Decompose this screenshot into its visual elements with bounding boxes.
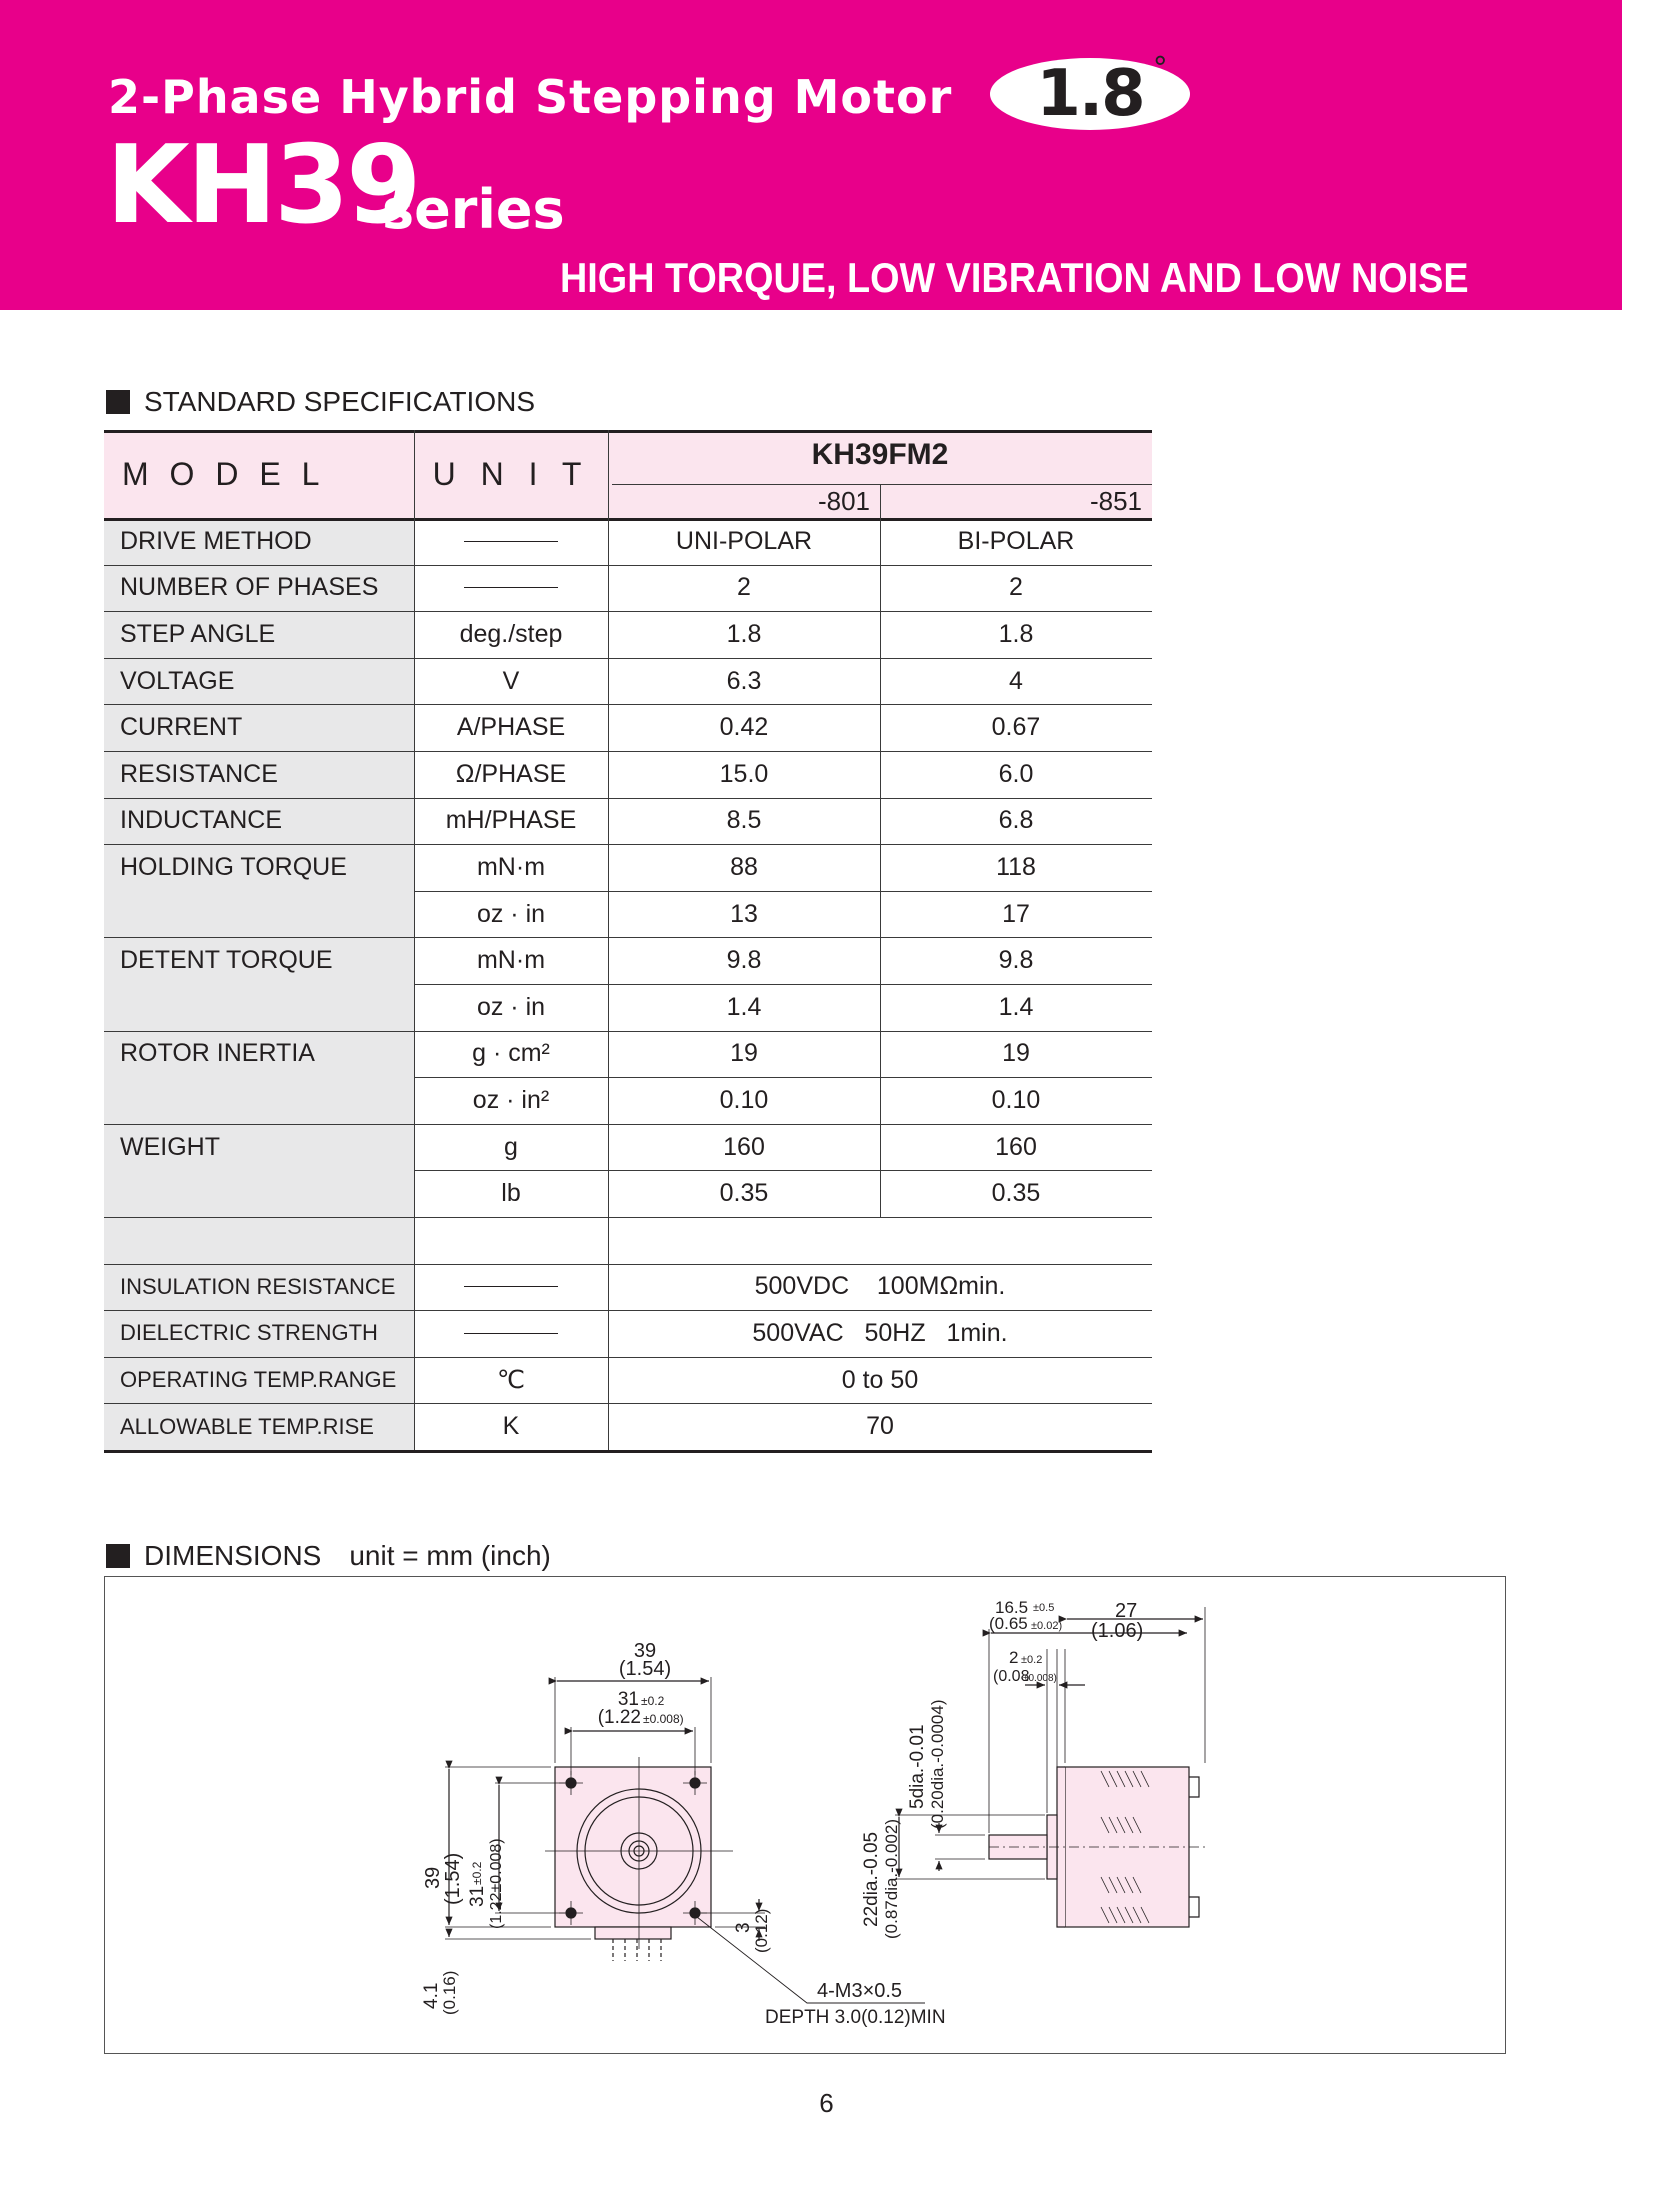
spec-label: ALLOWABLE TEMP.RISE [120,1413,374,1439]
spec-label: VOLTAGE [120,666,235,695]
spec-unit: lb [501,1179,521,1208]
square-bullet-icon [106,1544,130,1568]
spec-label: DRIVE METHOD [120,526,312,555]
spec-label: RESISTANCE [120,759,278,788]
dash-line [464,1286,558,1287]
dim-body-len-mm: 27 [1115,1600,1138,1622]
spec-label: DIELECTRIC STRENGTH [120,1320,378,1346]
variant-801-header: -801 [817,485,870,516]
spec-value-851: 19 [1002,1039,1030,1068]
dim-shaft-len-in-tol: ±0.02) [1031,1620,1063,1632]
spec-common-value: 500VAC 50HZ 1min. [752,1318,1008,1347]
product-title: 2-Phase Hybrid Stepping Motor [108,70,953,124]
variant-851-header: -851 [1089,485,1142,516]
spec-value-851: 6.0 [998,759,1034,788]
spec-unit: A/PHASE [456,713,566,742]
dim-width-mm: 39 [633,1640,657,1662]
spec-common-value: 0 to 50 [841,1365,919,1394]
spec-unit: ℃ [496,1366,526,1395]
spec-label: INSULATION RESISTANCE [120,1273,396,1299]
unit-note: unit = mm (inch) [349,1540,551,1571]
model-name: KH39 [106,123,419,248]
spec-value-801: 0.10 [719,1085,769,1114]
spec-value-801: 1.8 [726,619,762,648]
spec-value-851: 0.35 [991,1179,1041,1208]
dim-bottom-mm: 4.1 [421,1982,442,2009]
dim-body-len-in: (1.06) [1091,1620,1144,1642]
dim-edge-mm: 3 [733,1922,754,1933]
dim-shaft-len-mm: 16.5 [995,1598,1029,1617]
spec-value-801: 88 [730,852,758,881]
spec-value-851: 6.8 [998,806,1034,835]
dim-pitch-mm: 31 [617,1689,639,1710]
spec-unit: oz · in [476,992,546,1021]
dim-boss-len-in-tol: ±0.008) [1023,1673,1057,1684]
spec-unit: oz · in² [472,1085,550,1114]
dim-pitch-tol: ±0.2 [641,1694,665,1708]
step-angle-value: 1.8 ° [1036,51,1166,131]
dim-boss-len-in: (0.08 [993,1668,1030,1685]
spec-value-851: 0.67 [991,713,1041,742]
dim-vpitch-tol: ±0.2 [470,1861,484,1885]
spec-unit [414,1264,608,1311]
dim-shaft-dia: 5dia.-0.01 [907,1724,928,1809]
spec-label: WEIGHT [120,1132,220,1161]
spec-label: DETENT TORQUE [120,946,333,975]
spec-value-801: 8.5 [726,806,762,835]
screw-note: 4-M3×0.5 [817,1980,903,2002]
spec-value-801: 9.8 [726,946,762,975]
spec-value-851: 17 [1002,899,1030,928]
screw-depth-note: DEPTH 3.0(0.12)MIN [765,2007,946,2028]
spec-value-851: 118 [996,852,1036,881]
dim-boss-len-mm: 2 [1009,1648,1019,1667]
dim-shaft-dia-in: (0.20dia.-0.0004) [928,1699,947,1829]
spec-label: STEP ANGLE [120,619,276,648]
dim-boss-len-tol: ±0.2 [1021,1654,1043,1666]
dim-shaft-len-in: (0.65 [989,1614,1028,1633]
step-angle-badge [990,51,1190,131]
spec-unit: K [502,1412,520,1441]
spec-value-801: UNI-POLAR [675,526,813,555]
dim-height-in: (1.54) [442,1852,464,1905]
spec-value-801: 13 [730,899,758,928]
header-band [0,0,1622,310]
spec-value-801: 15.0 [719,759,769,788]
spec-unit: oz · in [476,899,546,928]
spec-value-801: 0.35 [719,1179,769,1208]
spec-value-851: 4 [1009,666,1023,695]
spec-label: CURRENT [120,713,243,742]
spec-unit: mN·m [476,852,546,881]
spec-unit [414,565,608,612]
dim-vpitch-mm: 31 [467,1885,488,1907]
dim-bottom-in: (0.16) [440,1970,459,2015]
dim-edge-in: (0.12) [752,1908,771,1953]
spec-label: NUMBER OF PHASES [120,573,379,602]
spec-value-851: BI-POLAR [957,526,1075,555]
tagline: HIGH TORQUE, LOW VIBRATION AND LOW NOISE [560,254,1469,301]
spec-value-801: 160 [723,1132,765,1161]
spec-label: HOLDING TORQUE [120,852,347,881]
spec-unit: deg./step [459,619,563,648]
dim-boss-dia: 22dia.-0.05 [861,1831,882,1927]
spec-value-801: 6.3 [726,666,762,695]
dash-line [464,1333,558,1334]
square-bullet-icon [106,390,130,414]
spec-value-851: 0.10 [991,1085,1041,1114]
spec-common-value: 70 [866,1412,894,1441]
dim-height-mm: 39 [422,1866,444,1889]
dim-vpitch-in: (1.22±0.008) [488,1838,505,1929]
degree-symbol: ° [1152,51,1166,86]
specs-heading: STANDARD SPECIFICATIONS [106,386,535,418]
dim-shaft-len-tol: ±0.5 [1033,1602,1055,1614]
spec-value-801: 0.42 [719,713,769,742]
spec-value-801: 19 [730,1039,758,1068]
spec-unit: Ω/PHASE [455,759,567,788]
spec-unit [414,1310,608,1357]
model-column-header: M O D E L [122,455,326,492]
spec-value-851: 1.4 [998,992,1034,1021]
dash-line [464,541,558,542]
spec-unit: g · cm² [472,1039,550,1068]
spec-label: INDUCTANCE [120,806,283,835]
spec-value-851: 1.8 [998,619,1034,648]
series-label: series [382,178,565,241]
spec-label: ROTOR INERTIA [120,1039,315,1068]
dash-line [464,587,558,588]
spec-value-801: 1.4 [726,992,762,1021]
spec-value-851: 160 [995,1132,1037,1161]
spec-value-801: 2 [737,573,751,602]
dimension-drawing [104,1576,1506,2054]
spec-value-851: 9.8 [998,946,1034,975]
spec-unit: mH/PHASE [445,806,577,835]
spec-common-value: 500VDC 100MΩmin. [754,1272,1006,1301]
dim-boss-dia-in: (0.87dia.-0.002) [882,1818,901,1939]
kh39fm2-model-name: KH39FM2 [811,438,949,471]
spec-label: OPERATING TEMP.RANGE [120,1367,397,1393]
spec-unit [414,518,608,565]
spec-unit: mN·m [476,946,546,975]
spec-value-851: 2 [1009,573,1023,602]
spec-unit: V [502,666,520,695]
dim-pitch-in: (1.22 [597,1707,641,1728]
dim-pitch-in-tol: ±0.008) [643,1712,684,1726]
unit-column-header: U N I T [432,455,590,492]
spec-unit: g [504,1132,518,1161]
dim-width-in: (1.54) [618,1658,672,1680]
page-number: 6 [819,2088,834,2118]
dimensions-heading: DIMENSIONS unit = mm (inch) [106,1540,551,1572]
motor-drawing-svg [105,1577,1505,2053]
